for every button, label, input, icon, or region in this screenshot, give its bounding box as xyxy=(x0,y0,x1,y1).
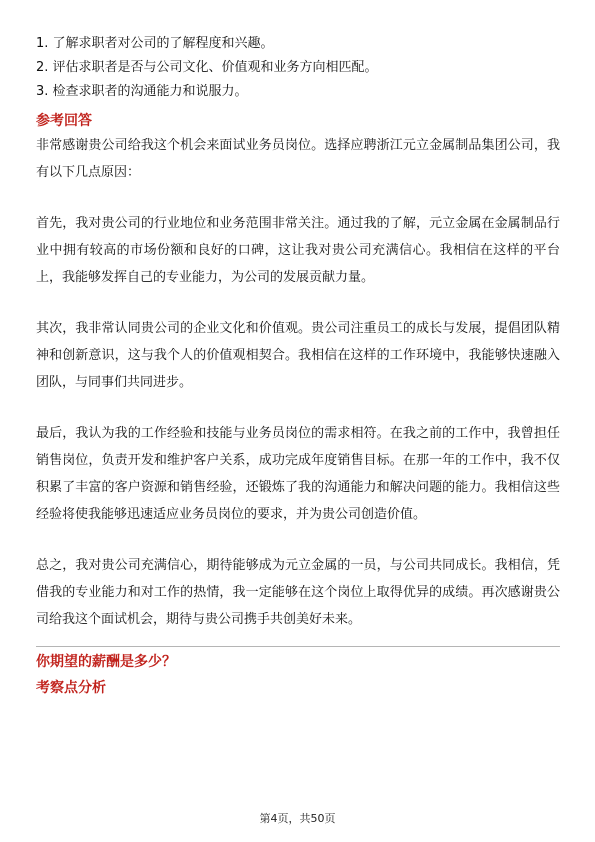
analysis-heading: 考察点分析 xyxy=(36,680,106,696)
section-divider xyxy=(36,646,560,647)
list-item: 1. 了解求职者对公司的了解程度和兴趣。 xyxy=(36,36,274,51)
document-page xyxy=(36,32,560,699)
answer-paragraph: 其次，我非常认同贵公司的企业文化和价值观。贵公司注重员工的成长与发展，提倡团队精神和创新意识，这与我个人的价值观相契合。我相信在这样的工作环境中，我能够快速融入团队，与同事们共同进步。 xyxy=(36,321,560,390)
page-footer: 第4页，共50页 xyxy=(259,812,336,825)
answer-paragraph: 总之，我对贵公司充满信心，期待能够成为元立金属的一员，与公司共同成长。我相信，凭借我的专业能力和对工作的热情，我一定能够在这个岗位上取得优异的成绩。再次感谢贵公司给我这个面试机会，期待与贵公司携手共创美好未来。 xyxy=(36,558,560,627)
answer-body xyxy=(36,132,560,633)
list-item: 3. 检查求职者的沟通能力和说服力。 xyxy=(36,84,248,99)
answer-paragraph: 首先，我对贵公司的行业地位和业务范围非常关注。通过我的了解，元立金属在金属制品行业中拥有较高的市场份额和良好的口碑，这让我对贵公司充满信心。我相信在这样的平台上，我能够发挥自己的专业能力，为公司的发展贡献力量。 xyxy=(36,216,560,285)
answer-heading: 参考回答 xyxy=(36,113,92,129)
purpose-list xyxy=(36,32,560,104)
list-item: 2. 评估求职者是否与公司文化、价值观和业务方向相匹配。 xyxy=(36,60,378,75)
answer-paragraph: 最后，我认为我的工作经验和技能与业务员岗位的需求相符。在我之前的工作中，我曾担任销售岗位，负责开发和维护客户关系，成功完成年度销售目标。在那一年的工作中，我不仅积累了丰富的客户资源和销售经验，还锻炼了我的沟通能力和解决问题的能力。我相信这些经验将使我能够迅速适应业务员岗位的要求，并为贵公司创造价值。 xyxy=(36,426,560,522)
question-heading: 你期望的薪酬是多少？ xyxy=(36,654,176,670)
answer-paragraph: 非常感谢贵公司给我这个机会来面试业务员岗位。选择应聘浙江元立金属制品集团公司，我有以下几点原因： xyxy=(36,138,560,180)
